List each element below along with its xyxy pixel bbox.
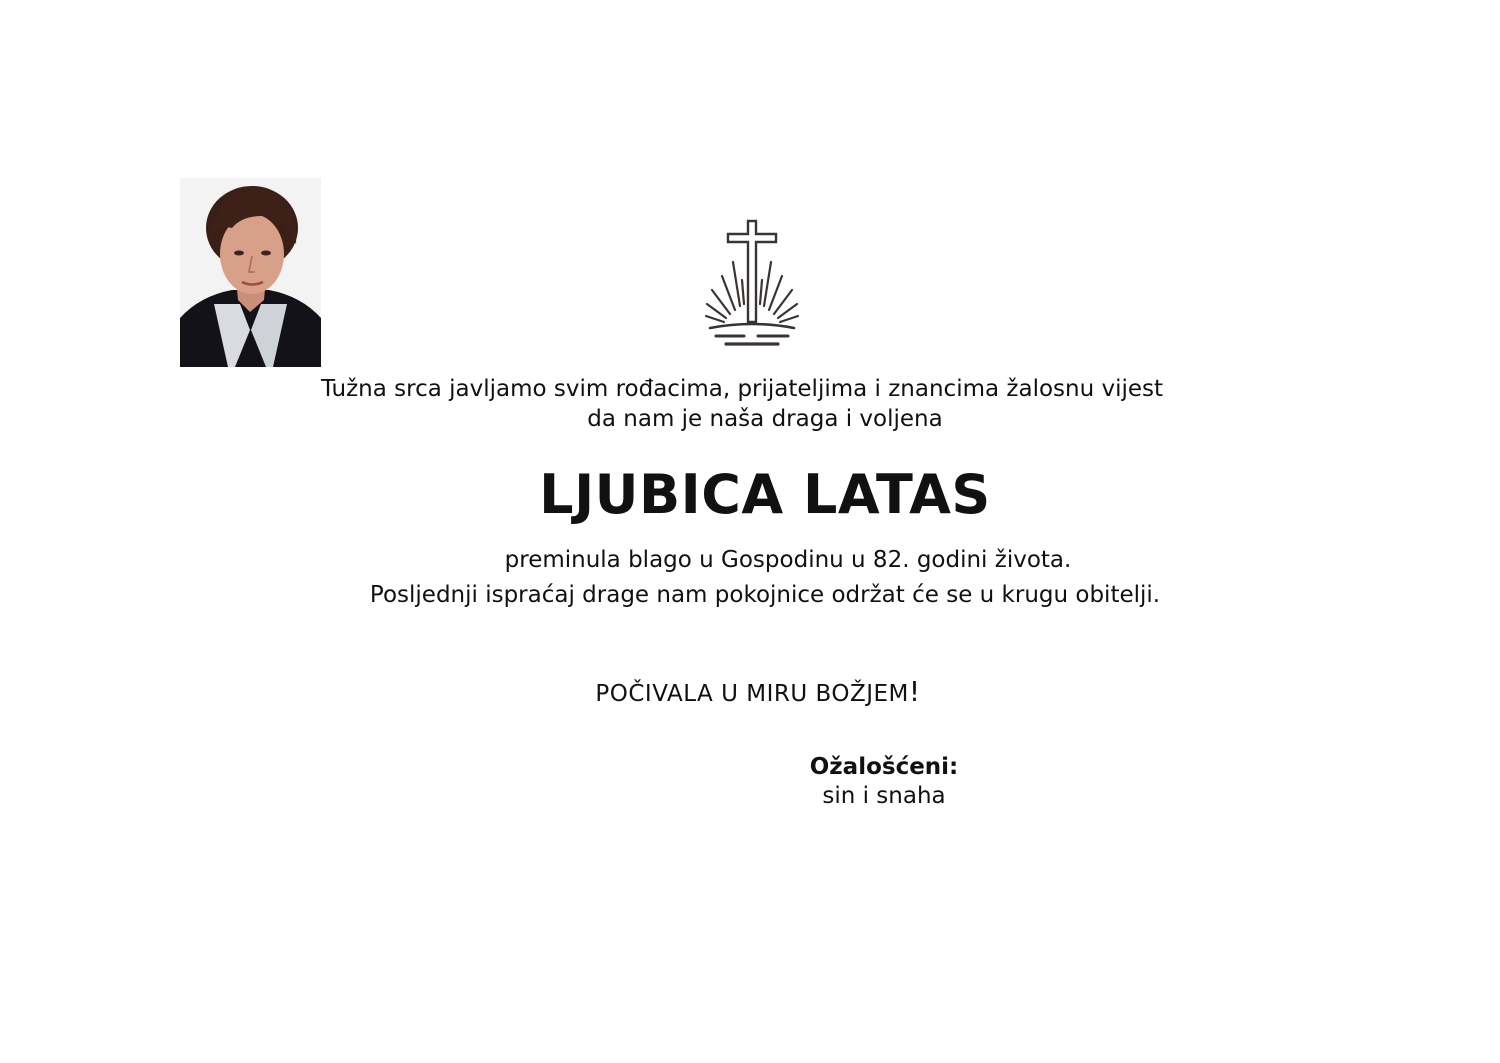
announcement-line-1: preminula blago u Gospodinu u 82. godini života. [504,547,1072,573]
deceased-name: LJUBICA LATAS [539,463,991,526]
announcement-line-2: Posljednji ispraćaj drage nam pokojnice održat će se u krugu obitelji. [369,582,1161,608]
rest-in-peace-exclamation: ! [908,675,921,708]
rest-in-peace-text [8,676,1500,710]
portrait-icon [180,178,321,367]
cross-with-rising-sun-emblem-icon [702,218,802,352]
mourners-label: Ožalošćeni: [809,754,959,780]
mourners-names: sin i snaha [822,783,946,809]
rest-in-peace-words: POČIVALA U MIRU BOŽJEM [595,681,909,707]
intro-line-2: da nam je naša draga i voljena [587,406,943,432]
intro-line-1: Tužna srca javljamo svim rođacima, prijateljima i znancima žalosnu vijest [320,376,1164,402]
portrait-photo [180,178,321,367]
